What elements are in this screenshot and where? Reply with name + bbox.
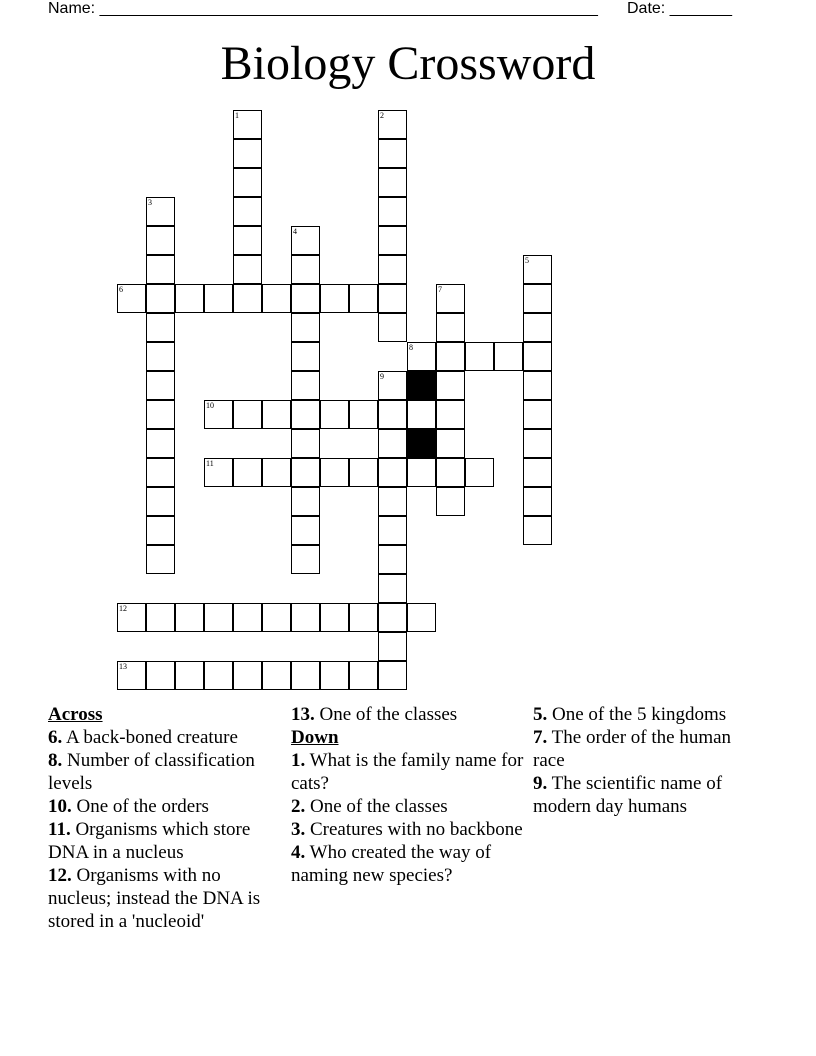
crossword-cell[interactable] <box>378 516 407 545</box>
clue-number: 10 <box>206 401 214 410</box>
crossword-cell[interactable] <box>378 545 407 574</box>
page-title: Biology Crossword <box>220 37 596 90</box>
crossword-cell[interactable] <box>523 371 552 400</box>
crossword-cell[interactable] <box>378 197 407 226</box>
crossword-cell[interactable] <box>146 371 175 400</box>
clue-number: 9 <box>380 372 384 381</box>
crossword-cell[interactable] <box>233 139 262 168</box>
crossword-cell[interactable] <box>465 342 494 371</box>
crossword-cell[interactable] <box>262 661 291 690</box>
clue-across-13: 13. One of the classes <box>291 704 458 725</box>
crossword-cell[interactable] <box>291 487 320 516</box>
across-heading: Across <box>48 704 103 725</box>
crossword-cell[interactable] <box>465 458 494 487</box>
crossword-cell[interactable] <box>233 284 262 313</box>
clue-down-1: 1. What is the family name for cats? <box>291 750 524 794</box>
crossword-cell[interactable] <box>291 516 320 545</box>
clue-number: 2 <box>380 111 384 120</box>
crossword-cell[interactable] <box>233 168 262 197</box>
crossword-cell[interactable] <box>378 661 407 690</box>
crossword-cell[interactable] <box>320 603 349 632</box>
clues-column-1 <box>48 703 283 933</box>
crossword-cell[interactable] <box>523 458 552 487</box>
clue-across-12: 12. Organisms with no nucleus; instead the DNA is stored in a 'nucleoid' <box>48 865 261 932</box>
crossword-cell[interactable] <box>291 603 320 632</box>
crossword-cell[interactable] <box>146 342 175 371</box>
crossword-cell[interactable] <box>378 429 407 458</box>
crossword-cell[interactable] <box>349 284 378 313</box>
crossword-cell[interactable] <box>291 545 320 574</box>
clue-number: 7 <box>438 285 442 294</box>
crossword-cell[interactable] <box>436 458 465 487</box>
crossword-block <box>407 371 436 400</box>
crossword-cell[interactable] <box>320 284 349 313</box>
crossword-cell[interactable] <box>146 487 175 516</box>
crossword-cell[interactable] <box>378 226 407 255</box>
crossword-cell[interactable] <box>262 603 291 632</box>
crossword-cell[interactable] <box>146 313 175 342</box>
crossword-cell[interactable] <box>494 342 523 371</box>
clue-across-11: 11. Organisms which store DNA in a nucleus <box>48 819 251 863</box>
crossword-cell[interactable] <box>233 226 262 255</box>
clue-number: 8 <box>409 343 413 352</box>
crossword-cell[interactable] <box>175 284 204 313</box>
crossword-cell[interactable] <box>262 400 291 429</box>
crossword-cell[interactable] <box>146 458 175 487</box>
crossword-cell[interactable] <box>291 342 320 371</box>
crossword-cell[interactable] <box>146 400 175 429</box>
crossword-cell[interactable] <box>146 226 175 255</box>
crossword-cell[interactable] <box>233 255 262 284</box>
crossword-cell[interactable] <box>436 487 465 516</box>
crossword-cell[interactable] <box>407 603 436 632</box>
crossword-cell[interactable] <box>378 574 407 603</box>
crossword-cell[interactable] <box>378 632 407 661</box>
crossword-cell[interactable] <box>523 400 552 429</box>
crossword-cell[interactable] <box>320 661 349 690</box>
crossword-cell[interactable] <box>146 661 175 690</box>
crossword-cell[interactable] <box>407 342 436 371</box>
clue-number: 11 <box>206 459 214 468</box>
name-field[interactable]: Name: ________________________________________________________ <box>48 0 598 17</box>
clue-number: 4 <box>293 227 297 236</box>
crossword-cell[interactable] <box>436 342 465 371</box>
crossword-cell[interactable] <box>233 458 262 487</box>
crossword-cell[interactable] <box>146 545 175 574</box>
clues-column-2 <box>291 703 526 887</box>
crossword-cell[interactable] <box>436 400 465 429</box>
clue-down-5: 5. One of the 5 kingdoms <box>533 704 727 725</box>
crossword-cell[interactable] <box>523 284 552 313</box>
crossword-cell[interactable] <box>291 371 320 400</box>
clue-down-7: 7. The order of the human race <box>533 727 732 771</box>
crossword-cell[interactable] <box>146 284 175 313</box>
clue-number: 1 <box>235 111 239 120</box>
crossword-cell[interactable] <box>117 284 146 313</box>
crossword-cell[interactable] <box>523 313 552 342</box>
crossword-cell[interactable] <box>146 197 175 226</box>
crossword-cell[interactable] <box>204 400 233 429</box>
crossword-cell[interactable] <box>233 603 262 632</box>
crossword-cell[interactable] <box>407 458 436 487</box>
crossword-cell[interactable] <box>146 255 175 284</box>
crossword-cell[interactable] <box>436 313 465 342</box>
crossword-cell[interactable] <box>436 429 465 458</box>
crossword-cell[interactable] <box>146 603 175 632</box>
crossword-cell[interactable] <box>291 313 320 342</box>
crossword-cell[interactable] <box>523 255 552 284</box>
clue-number: 13 <box>119 662 127 671</box>
crossword-cell[interactable] <box>175 603 204 632</box>
crossword-cell[interactable] <box>349 458 378 487</box>
crossword-cell[interactable] <box>175 661 204 690</box>
crossword-cell[interactable] <box>523 516 552 545</box>
crossword-cell[interactable] <box>117 661 146 690</box>
crossword-cell[interactable] <box>378 313 407 342</box>
clue-down-4: 4. Who created the way of naming new species? <box>291 842 492 886</box>
crossword-cell[interactable] <box>349 400 378 429</box>
clues-column-3 <box>533 703 753 818</box>
crossword-cell[interactable] <box>320 458 349 487</box>
crossword-cell[interactable] <box>291 255 320 284</box>
clue-number: 3 <box>148 198 152 207</box>
crossword-cell[interactable] <box>291 429 320 458</box>
crossword-cell[interactable] <box>204 661 233 690</box>
crossword-cell[interactable] <box>378 255 407 284</box>
crossword-cell[interactable] <box>291 661 320 690</box>
crossword-cell[interactable] <box>291 458 320 487</box>
crossword-block <box>407 429 436 458</box>
crossword-cell[interactable] <box>233 661 262 690</box>
crossword-cell[interactable] <box>378 110 407 139</box>
crossword-cell[interactable] <box>146 516 175 545</box>
down-heading: Down <box>291 727 339 748</box>
crossword-cell[interactable] <box>523 342 552 371</box>
crossword-cell[interactable] <box>262 458 291 487</box>
crossword-cell[interactable] <box>378 400 407 429</box>
crossword-cell[interactable] <box>291 226 320 255</box>
crossword-cell[interactable] <box>378 487 407 516</box>
crossword-cell[interactable] <box>262 284 291 313</box>
crossword-cell[interactable] <box>436 284 465 313</box>
clue-across-10: 10. One of the orders <box>48 796 209 817</box>
clue-across-6: 6. A back-boned creature <box>48 727 238 748</box>
crossword-cell[interactable] <box>378 284 407 313</box>
crossword-cell[interactable] <box>204 603 233 632</box>
crossword-cell[interactable] <box>378 371 407 400</box>
clue-down-3: 3. Creatures with no backbone <box>291 819 523 840</box>
crossword-cell[interactable] <box>436 371 465 400</box>
crossword-cell[interactable] <box>146 429 175 458</box>
crossword-cell[interactable] <box>233 400 262 429</box>
crossword-cell[interactable] <box>320 400 349 429</box>
crossword-cell[interactable] <box>117 603 146 632</box>
crossword-cell[interactable] <box>233 110 262 139</box>
crossword-cell[interactable] <box>407 400 436 429</box>
clue-number: 6 <box>119 285 123 294</box>
crossword-cell[interactable] <box>349 603 378 632</box>
crossword-cell[interactable] <box>204 458 233 487</box>
date-field[interactable]: Date: _______ <box>627 0 732 17</box>
crossword-cell[interactable] <box>378 603 407 632</box>
clue-number: 5 <box>525 256 529 265</box>
crossword-cell[interactable] <box>523 487 552 516</box>
clue-number: 12 <box>119 604 127 613</box>
crossword-cell[interactable] <box>291 284 320 313</box>
crossword-cell[interactable] <box>378 458 407 487</box>
crossword-cell[interactable] <box>378 168 407 197</box>
crossword-cell[interactable] <box>378 139 407 168</box>
clue-down-9: 9. The scientific name of modern day humans <box>533 773 723 817</box>
crossword-cell[interactable] <box>523 429 552 458</box>
clue-across-8: 8. Number of classification levels <box>48 750 255 794</box>
crossword-cell[interactable] <box>204 284 233 313</box>
crossword-cell[interactable] <box>233 197 262 226</box>
crossword-cell[interactable] <box>291 400 320 429</box>
crossword-cell[interactable] <box>349 661 378 690</box>
clue-down-2: 2. One of the classes <box>291 796 448 817</box>
